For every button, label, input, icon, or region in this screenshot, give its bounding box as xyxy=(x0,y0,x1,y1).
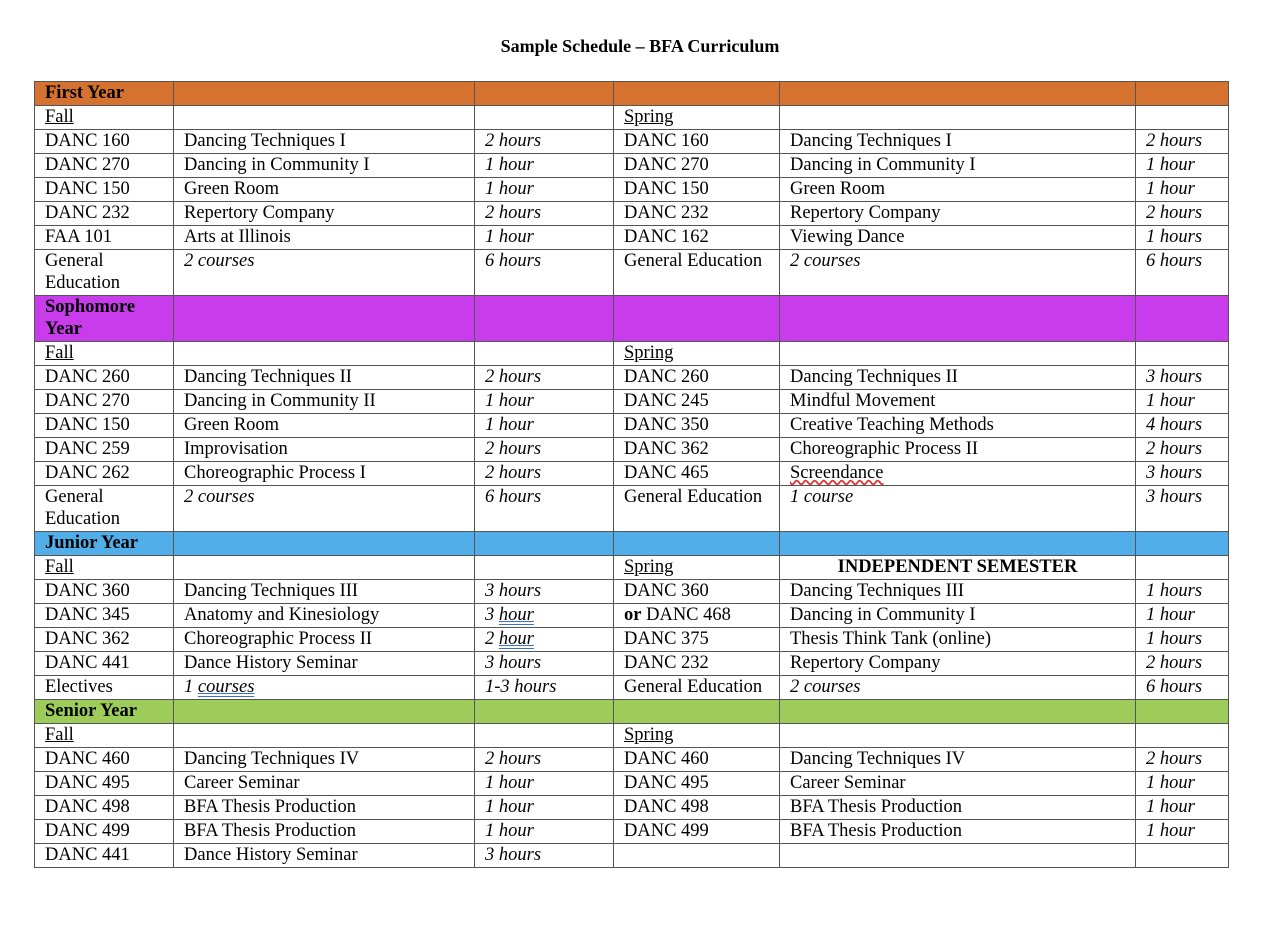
course-hours: 2 hour xyxy=(475,628,614,652)
course-hours: 1 hour xyxy=(1136,604,1229,628)
spellcheck-text: Screendance xyxy=(790,463,884,483)
course-title: Viewing Dance xyxy=(780,226,1136,250)
course-title: Dancing in Community II xyxy=(174,390,475,414)
course-row xyxy=(35,250,1229,296)
course-hours: 3 hours xyxy=(475,652,614,676)
course-hours: 2 hours xyxy=(1136,202,1229,226)
course-row xyxy=(35,628,1229,652)
course-code: DANC 495 xyxy=(35,772,174,796)
course-hours: 1 hours xyxy=(1136,580,1229,604)
course-title: Dancing Techniques I xyxy=(780,130,1136,154)
course-row xyxy=(35,414,1229,438)
year-header-senior xyxy=(35,700,1229,724)
semester-label-row xyxy=(35,556,1229,580)
course-code: DANC 160 xyxy=(35,130,174,154)
course-title: Dancing Techniques III xyxy=(174,580,475,604)
course-code: DANC 245 xyxy=(614,390,780,414)
course-title: Dancing Techniques IV xyxy=(780,748,1136,772)
course-code: DANC 499 xyxy=(35,820,174,844)
course-row xyxy=(35,748,1229,772)
course-title: Arts at Illinois xyxy=(174,226,475,250)
course-row xyxy=(35,178,1229,202)
course-code: DANC 460 xyxy=(35,748,174,772)
course-title: Green Room xyxy=(174,178,475,202)
course-title: Dancing in Community I xyxy=(174,154,475,178)
course-code: DANC 498 xyxy=(35,796,174,820)
course-hours: 1 hour xyxy=(1136,772,1229,796)
course-row xyxy=(35,796,1229,820)
course-hours: 1 hour xyxy=(475,414,614,438)
year-label: Sophomore Year xyxy=(35,296,174,342)
course-code: DANC 260 xyxy=(614,366,780,390)
course-row xyxy=(35,462,1229,486)
course-hours xyxy=(1136,844,1229,868)
course-code: DANC 360 xyxy=(614,580,780,604)
course-row xyxy=(35,202,1229,226)
document-title: Sample Schedule – BFA Curriculum xyxy=(500,36,780,56)
course-code: DANC 460 xyxy=(614,748,780,772)
course-code: DANC 150 xyxy=(35,178,174,202)
course-title: Choreographic Process II xyxy=(174,628,475,652)
course-code: FAA 101 xyxy=(35,226,174,250)
spring-label: Spring xyxy=(614,556,780,580)
course-code: DANC 150 xyxy=(35,414,174,438)
course-hours: 3 hours xyxy=(475,844,614,868)
course-hours: 1 hour xyxy=(1136,820,1229,844)
course-row xyxy=(35,390,1229,414)
course-hours: 1 hours xyxy=(1136,226,1229,250)
course-title: Dancing in Community I xyxy=(780,154,1136,178)
course-title: Improvisation xyxy=(174,438,475,462)
year-header-sophomore xyxy=(35,296,1229,342)
course-title: Creative Teaching Methods xyxy=(780,414,1136,438)
course-title: Repertory Company xyxy=(174,202,475,226)
independent-semester-note: INDEPENDENT SEMESTER xyxy=(780,556,1136,580)
course-hours: 2 hours xyxy=(1136,130,1229,154)
course-title: Green Room xyxy=(780,178,1136,202)
course-title: 1 course xyxy=(780,486,1136,532)
course-code: DANC 350 xyxy=(614,414,780,438)
year-label: First Year xyxy=(35,82,174,106)
course-code: General Education xyxy=(35,486,174,532)
course-title: Dancing Techniques IV xyxy=(174,748,475,772)
course-code: DANC 232 xyxy=(35,202,174,226)
course-hours: 2 hours xyxy=(475,202,614,226)
course-row xyxy=(35,820,1229,844)
course-code: DANC 232 xyxy=(614,202,780,226)
course-row xyxy=(35,486,1229,532)
course-row xyxy=(35,652,1229,676)
course-title: BFA Thesis Production xyxy=(174,796,475,820)
year-header-first xyxy=(35,82,1229,106)
course-hours: 1 hour xyxy=(475,226,614,250)
semester-label-row xyxy=(35,106,1229,130)
course-hours: 6 hours xyxy=(475,250,614,296)
course-code: DANC 495 xyxy=(614,772,780,796)
course-code: DANC 262 xyxy=(35,462,174,486)
course-code: DANC 259 xyxy=(35,438,174,462)
course-title: Dance History Seminar xyxy=(174,652,475,676)
course-hours: 1-3 hours xyxy=(475,676,614,700)
or-label: or xyxy=(624,605,642,625)
course-code: DANC 232 xyxy=(614,652,780,676)
course-hours: 2 hours xyxy=(475,438,614,462)
course-hours: 1 hour xyxy=(1136,390,1229,414)
course-row xyxy=(35,366,1229,390)
course-code: DANC 270 xyxy=(35,154,174,178)
course-code: Electives xyxy=(35,676,174,700)
course-hours: 6 hours xyxy=(475,486,614,532)
course-title: Dancing Techniques II xyxy=(780,366,1136,390)
course-code: DANC 345 xyxy=(35,604,174,628)
course-hours: 1 hour xyxy=(475,796,614,820)
course-title: Choreographic Process II xyxy=(780,438,1136,462)
course-hours: 3 hours xyxy=(1136,366,1229,390)
fall-label: Fall xyxy=(35,106,174,130)
course-title: Anatomy and Kinesiology xyxy=(174,604,475,628)
course-title: Repertory Company xyxy=(780,202,1136,226)
fall-label: Fall xyxy=(35,342,174,366)
course-hours: 3 hours xyxy=(1136,486,1229,532)
course-title: Dancing in Community I xyxy=(780,604,1136,628)
course-hours: 2 hours xyxy=(475,366,614,390)
course-hours: 3 hours xyxy=(1136,462,1229,486)
course-code: DANC 150 xyxy=(614,178,780,202)
course-hours: 6 hours xyxy=(1136,676,1229,700)
course-code: DANC 260 xyxy=(35,366,174,390)
course-title: Mindful Movement xyxy=(780,390,1136,414)
course-title: Choreographic Process I xyxy=(174,462,475,486)
course-row xyxy=(35,226,1229,250)
course-code: DANC 375 xyxy=(614,628,780,652)
course-title: Dancing Techniques III xyxy=(780,580,1136,604)
course-code: General Education xyxy=(614,676,780,700)
course-title: 2 courses xyxy=(780,676,1136,700)
grammar-check-text: courses xyxy=(197,677,255,697)
course-hours: 1 hour xyxy=(475,390,614,414)
grammar-check-text: hour xyxy=(498,629,534,649)
course-hours: 6 hours xyxy=(1136,250,1229,296)
course-row xyxy=(35,772,1229,796)
course-hours: 2 hours xyxy=(1136,652,1229,676)
course-hours: 3 hours xyxy=(475,580,614,604)
course-code: DANC 465 xyxy=(614,462,780,486)
year-label: Junior Year xyxy=(35,532,174,556)
course-title: Green Room xyxy=(174,414,475,438)
course-title xyxy=(780,462,1136,486)
schedule-table xyxy=(34,81,1229,868)
course-hours: 2 hours xyxy=(475,462,614,486)
course-title: 1 courses xyxy=(174,676,475,700)
course-code: DANC 160 xyxy=(614,130,780,154)
spring-label: Spring xyxy=(614,342,780,366)
course-code: DANC 441 xyxy=(35,652,174,676)
course-title: BFA Thesis Production xyxy=(780,796,1136,820)
course-title: Career Seminar xyxy=(174,772,475,796)
course-hours: 1 hour xyxy=(475,154,614,178)
fall-label: Fall xyxy=(35,724,174,748)
course-title: 2 courses xyxy=(174,486,475,532)
course-title: Career Seminar xyxy=(780,772,1136,796)
semester-label-row xyxy=(35,724,1229,748)
course-code: DANC 162 xyxy=(614,226,780,250)
course-title: BFA Thesis Production xyxy=(174,820,475,844)
course-code xyxy=(614,844,780,868)
course-code: DANC 441 xyxy=(35,844,174,868)
course-code: General Education xyxy=(614,250,780,296)
course-row xyxy=(35,604,1229,628)
year-header-junior xyxy=(35,532,1229,556)
course-code: DANC 362 xyxy=(614,438,780,462)
grammar-check-text: hour xyxy=(498,605,534,625)
course-row xyxy=(35,154,1229,178)
spring-label: Spring xyxy=(614,106,780,130)
course-row xyxy=(35,130,1229,154)
course-code: DANC 499 xyxy=(614,820,780,844)
course-hours: 2 hours xyxy=(475,130,614,154)
course-code: DANC 360 xyxy=(35,580,174,604)
course-hours: 1 hour xyxy=(475,772,614,796)
course-code: DANC 498 xyxy=(614,796,780,820)
course-title: 2 courses xyxy=(780,250,1136,296)
course-title: Dancing Techniques I xyxy=(174,130,475,154)
course-code: DANC 270 xyxy=(614,154,780,178)
course-row xyxy=(35,676,1229,700)
course-title: Thesis Think Tank (online) xyxy=(780,628,1136,652)
course-row xyxy=(35,580,1229,604)
year-label: Senior Year xyxy=(35,700,174,724)
course-row xyxy=(35,438,1229,462)
course-hours: 1 hours xyxy=(1136,628,1229,652)
course-hours: 1 hour xyxy=(1136,154,1229,178)
course-hours: 1 hour xyxy=(1136,796,1229,820)
semester-label-row xyxy=(35,342,1229,366)
course-row xyxy=(35,844,1229,868)
fall-label: Fall xyxy=(35,556,174,580)
course-code: General Education xyxy=(35,250,174,296)
course-code: or DANC 468 xyxy=(614,604,780,628)
course-hours: 2 hours xyxy=(1136,748,1229,772)
course-code: DANC 362 xyxy=(35,628,174,652)
course-hours: 1 hour xyxy=(1136,178,1229,202)
course-title: Repertory Company xyxy=(780,652,1136,676)
course-hours: 1 hour xyxy=(475,820,614,844)
course-code: General Education xyxy=(614,486,780,532)
course-title: Dance History Seminar xyxy=(174,844,475,868)
course-title: 2 courses xyxy=(174,250,475,296)
course-hours: 2 hours xyxy=(1136,438,1229,462)
course-hours: 3 hour xyxy=(475,604,614,628)
course-title: Dancing Techniques II xyxy=(174,366,475,390)
course-hours: 1 hour xyxy=(475,178,614,202)
course-hours: 4 hours xyxy=(1136,414,1229,438)
course-code: DANC 270 xyxy=(35,390,174,414)
spring-label: Spring xyxy=(614,724,780,748)
course-title xyxy=(780,844,1136,868)
course-hours: 2 hours xyxy=(475,748,614,772)
course-title: BFA Thesis Production xyxy=(780,820,1136,844)
